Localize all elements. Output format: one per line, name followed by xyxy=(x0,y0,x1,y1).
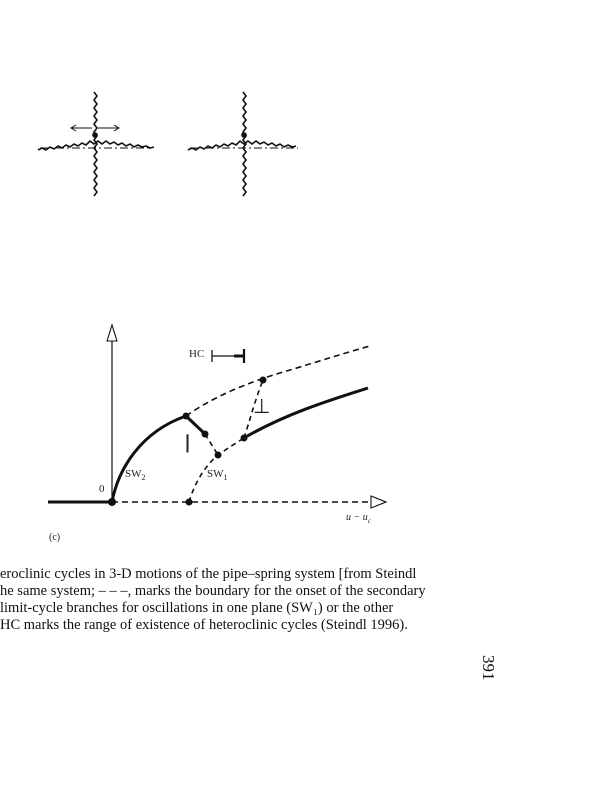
hc-range-marker xyxy=(212,349,244,363)
sw1-label: $SW_1$ xyxy=(207,468,228,483)
parallel-symbol: || xyxy=(185,431,188,453)
horizontal-spring-right xyxy=(188,141,296,150)
caption-line: he same system; – – –, marks the boundary for the onset of the secondary xyxy=(0,583,426,599)
x-axis-label: $u - u_c$ xyxy=(346,512,371,525)
y-axis-arrowhead xyxy=(107,325,117,341)
right-mode-shape xyxy=(188,92,298,196)
perp-symbol: ⊥ xyxy=(253,396,271,418)
left-mode-shape xyxy=(38,92,154,196)
origin-label: 0 xyxy=(99,483,105,495)
caption-line: limit-cycle branches for oscillations in one plane (SW₁) or the other xyxy=(0,600,394,616)
caption-line: eroclinic cycles in 3-D motions of the pipe–spring system [from Steindl xyxy=(0,566,417,582)
sw2-to-sw1-connector xyxy=(205,434,218,455)
page-number: 391 xyxy=(479,655,498,681)
figure-caption xyxy=(0,566,500,634)
panel-label: (c) xyxy=(49,532,61,543)
sw2-branch xyxy=(112,416,186,502)
sw2-fold xyxy=(186,416,205,434)
x-axis-arrowhead xyxy=(371,496,386,508)
hc-label: HC xyxy=(189,348,205,360)
caption-line: HC marks the range of existence of heteroclinic cycles (Steindl 1996). xyxy=(0,617,408,633)
sw2-label: $SW_2$ xyxy=(125,468,146,483)
